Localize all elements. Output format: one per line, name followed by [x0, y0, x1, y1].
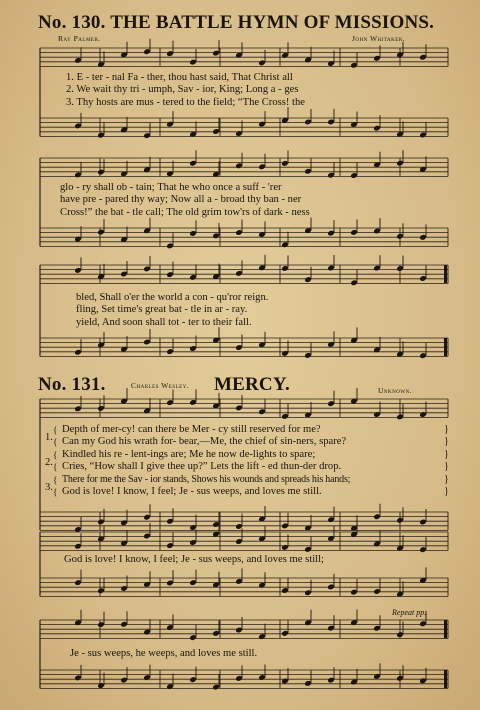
final-barline	[444, 670, 447, 688]
hymn-130-number: No. 130.	[38, 12, 106, 33]
brace-icon: } } } } } }	[444, 424, 449, 498]
brace-icon: { {	[53, 425, 58, 448]
hymn-130-system-1-lyrics	[66, 72, 305, 109]
lyric-line: yield, And soon shall tot - ter to their fall.	[76, 316, 252, 328]
hymn-131-composer: Unknown.	[378, 386, 413, 395]
lyric-line: bled, Shall o'er the world a con - qu'ror reign.	[76, 292, 269, 303]
lyric-line: 1. E - ter - nal Fa - ther, thou hast said, That Christ all	[66, 72, 293, 83]
treble-staff	[40, 265, 448, 283]
repeat-mark: Repeat pp.	[392, 608, 427, 617]
verse-braces-right	[444, 424, 449, 498]
verse-braces	[53, 424, 57, 498]
lyric-line: glo - ry shall ob - tain; That he who once a suff - 'rer	[60, 182, 282, 193]
final-barline	[444, 620, 447, 638]
lyric-line: Cries, “How shall I give thee up?” Lets the lift - ed thun-der drop.	[62, 461, 342, 473]
brace-icon: { {	[53, 474, 58, 498]
final-barline	[444, 338, 447, 356]
lyric-line: 2. We wait thy tri - umph, Sav - ior, King; Long a - ges	[66, 84, 299, 96]
hymn-131-refrain-line: God is love! I know, I feel; Je - sus weeps, and loves me still;	[64, 554, 324, 565]
hymn-130-composer: John Whitaker.	[352, 34, 405, 43]
hymn-130-title: THE BATTLE HYMN OF MISSIONS.	[110, 12, 435, 33]
hymn-130-system-3-lyrics	[76, 292, 268, 329]
hymn-131-number: No. 131.	[38, 374, 106, 395]
verse-number: 3.	[45, 481, 53, 493]
lyric-line: Cross!” the bat - tle call; The old grim tow'rs of dark - ness	[60, 206, 310, 218]
bass-staff	[40, 578, 448, 596]
verse-number: 2.	[45, 456, 53, 468]
lyric-line: fling, Set time's great bat - tle in ar - ray.	[76, 304, 248, 316]
lyric-line: There for me the Sav - ior stands, Shows his wounds and spreads his hands;	[62, 473, 351, 485]
lyric-line: 3. Thy hosts are mus - tered to the field; “The Cross! the	[66, 96, 305, 108]
lyric-line: Can my God his wrath for- bear,—Me, the chief of sin-ners, spare?	[62, 436, 347, 448]
hymn-131-final-line: Je - sus weeps, he weeps, and loves me still.	[70, 648, 258, 659]
final-barline	[444, 265, 447, 283]
lyric-line: Depth of mer-cy! can there be Mer - cy still reserved for me?	[62, 424, 321, 435]
hymn-131-title: MERCY.	[214, 374, 290, 395]
lyric-line: God is love! I know, I feel; Je - sus weeps, and loves me still.	[62, 486, 322, 498]
verse-number: 1.	[45, 432, 53, 443]
lyric-line: have pre - pared thy way; Now all a - broad thy ban - ner	[60, 194, 302, 206]
hymn-130-system-2-lyrics	[60, 182, 310, 219]
hymn-130-title-line	[38, 12, 434, 34]
hymn-130-author: Ray Palmer.	[58, 34, 101, 43]
hymn-131-author: Charles Wesley.	[131, 381, 190, 390]
hymn-131-verse-lyrics	[62, 424, 350, 498]
brace-icon: { {	[53, 449, 58, 473]
lyric-line: Kindled his re - lent-ings are; Me he now de-lights to spare;	[62, 448, 316, 460]
